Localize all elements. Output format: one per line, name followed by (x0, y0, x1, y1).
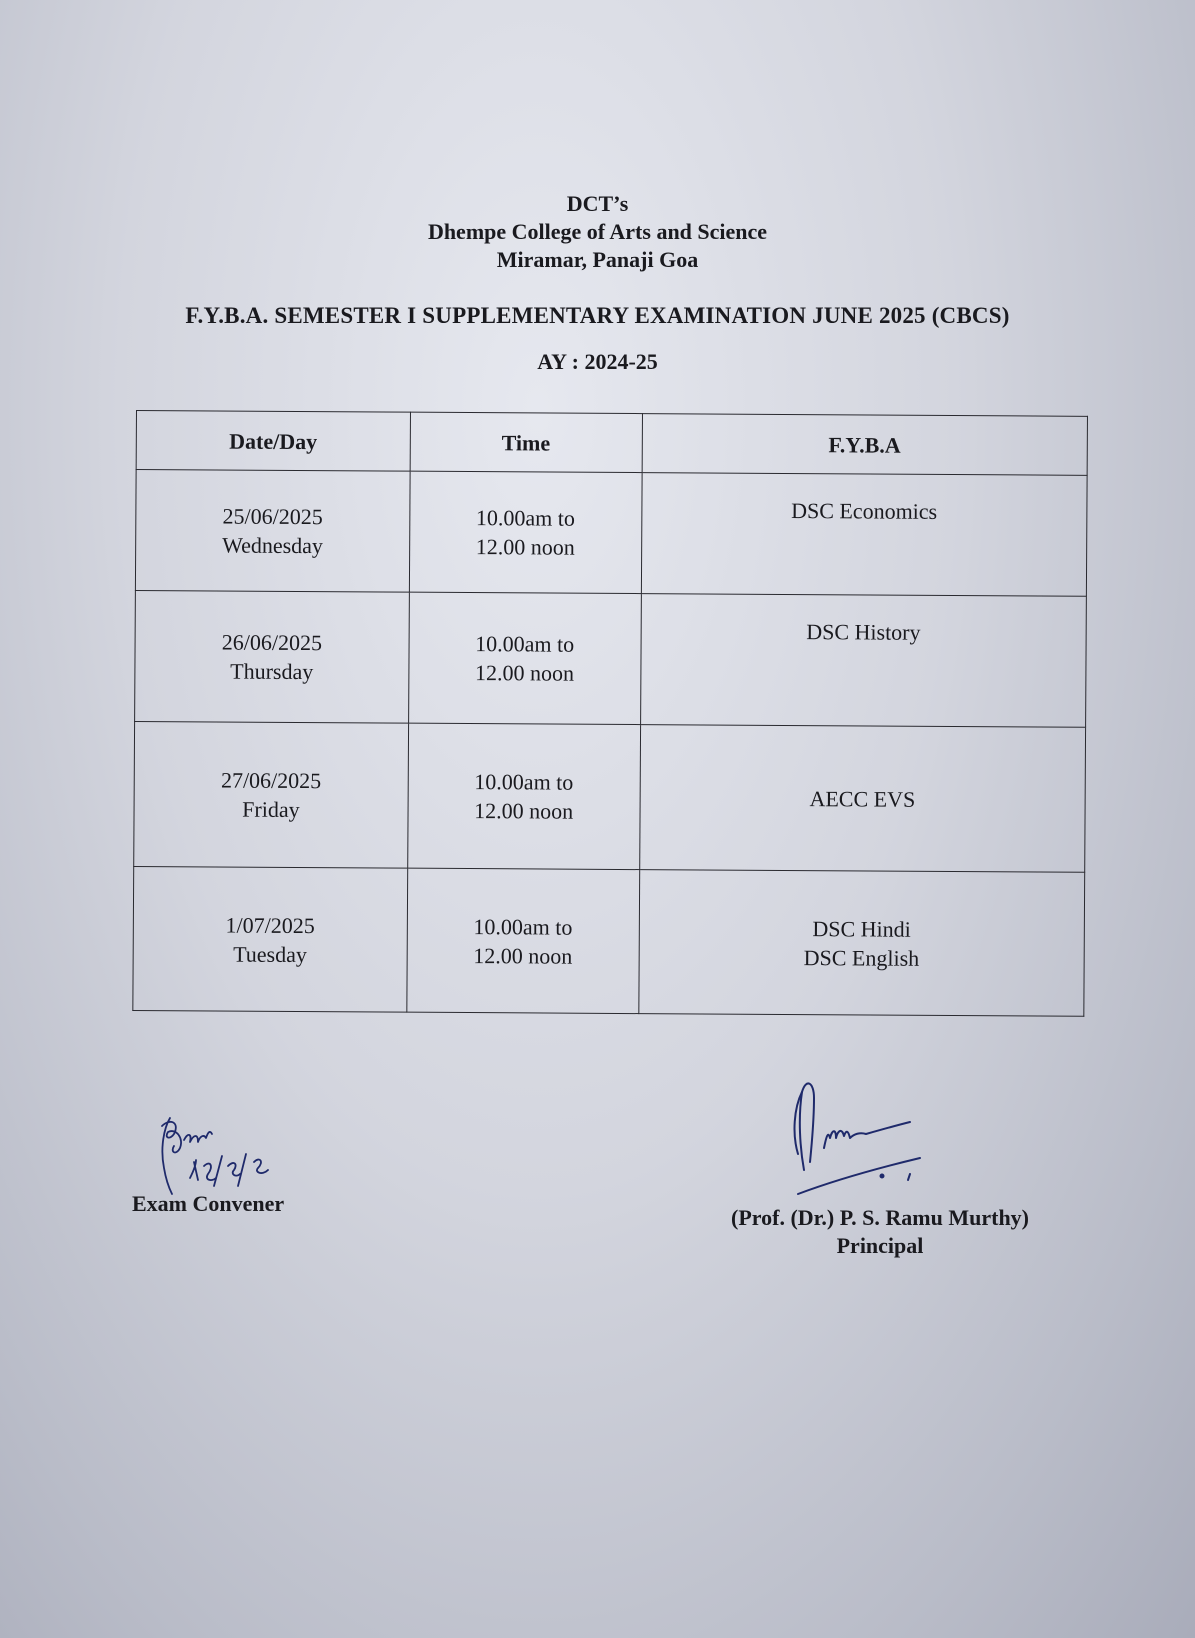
time-end: 12.00 noon (474, 798, 574, 824)
time-start: 10.00am to (473, 913, 573, 940)
column-header-class: F.Y.B.A (642, 414, 1088, 476)
date-cell (135, 590, 410, 723)
exam-day: Tuesday (233, 941, 308, 967)
subject-name: DSC Economics (791, 498, 938, 524)
table-row (134, 721, 1086, 872)
principal-name: (Prof. (Dr.) P. S. Ramu Murthy) (731, 1205, 1029, 1230)
date-cell (135, 470, 409, 593)
exam-day: Wednesday (222, 532, 324, 559)
subject-cell (640, 594, 1086, 728)
time-cell (407, 723, 640, 869)
time-end: 12.00 noon (473, 942, 573, 969)
subject-cell (641, 473, 1087, 597)
trust-name: DCT’s (566, 191, 629, 216)
table-header-row (136, 411, 1087, 476)
exam-title: F.Y.B.A. SEMESTER I SUPPLEMENTARY EXAMINATION JUNE 2025 (CBCS) (185, 303, 1010, 328)
principal-title: Principal (836, 1233, 924, 1258)
time-start: 10.00am to (474, 769, 574, 795)
time-cell (407, 868, 640, 1013)
exam-date: 26/06/2025 (221, 629, 323, 656)
column-header-time: Time (410, 412, 642, 472)
time-end: 12.00 noon (475, 534, 575, 560)
exam-date: 25/06/2025 (222, 503, 323, 530)
exam-day: Thursday (230, 658, 314, 685)
academic-year: AY : 2024-25 (537, 349, 658, 374)
subject-name: AECC EVS (809, 785, 916, 812)
time-cell (408, 592, 641, 724)
table-row (135, 590, 1087, 727)
column-header-date: Date/Day (136, 411, 410, 472)
date-cell (134, 721, 409, 868)
time-end: 12.00 noon (474, 660, 575, 686)
time-cell (409, 471, 642, 593)
subject-name: DSC History (806, 619, 921, 645)
subject-cell (638, 870, 1084, 1017)
table-row (133, 866, 1085, 1016)
time-start: 10.00am to (475, 505, 576, 531)
principal-signature (790, 1078, 930, 1198)
principal-signature-block (705, 1204, 1055, 1260)
subject-name: DSC Hindi (812, 915, 911, 942)
college-name: Dhempe College of Arts and Science (427, 219, 768, 244)
exam-date: 27/06/2025 (220, 767, 322, 794)
table-row (135, 470, 1087, 597)
subject-name-secondary: DSC English (803, 944, 920, 971)
convener-signature (150, 1108, 290, 1198)
time-start: 10.00am to (475, 631, 575, 657)
exam-convener-label: Exam Convener (132, 1191, 285, 1216)
college-location: Miramar, Panaji Goa (496, 247, 699, 272)
subject-cell (639, 725, 1085, 873)
exam-date: 1/07/2025 (225, 912, 315, 938)
exam-day: Friday (242, 796, 300, 823)
exam-schedule-table (132, 410, 1088, 1017)
date-cell (133, 866, 408, 1012)
